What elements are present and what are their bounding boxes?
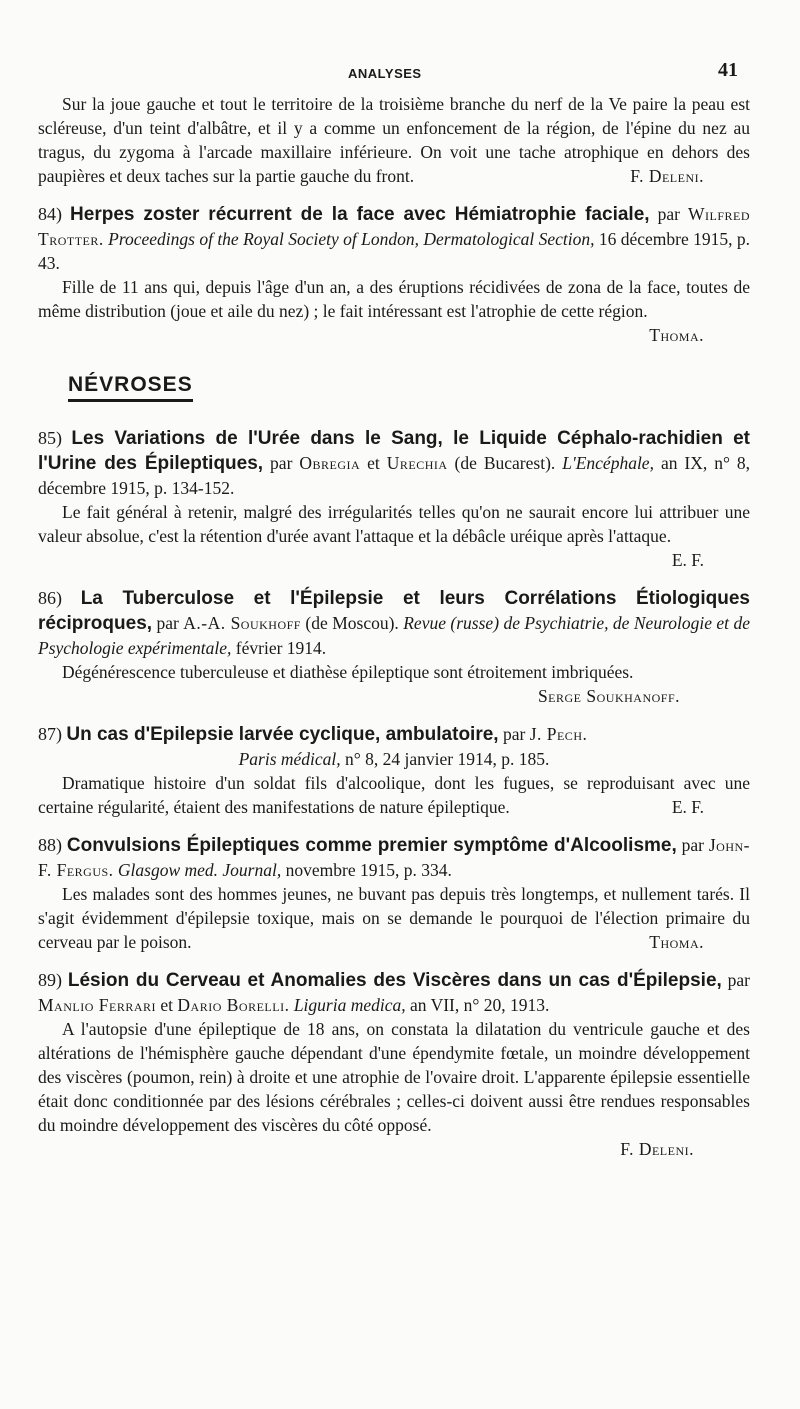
- entry-number: 89): [38, 970, 62, 990]
- entry-place: (de Bucarest).: [454, 453, 556, 473]
- entry-85: [38, 426, 750, 572]
- entry-and: et: [160, 995, 174, 1015]
- entry-author: J. Pech.: [529, 724, 588, 744]
- running-title: ANALYSES: [348, 66, 422, 81]
- entry-signature: Serge Soukhanoff.: [537, 686, 680, 706]
- entry-title: Herpes zoster récurrent de la face avec Hémiatrophie faciale,: [70, 204, 650, 225]
- entry-84-body: [38, 275, 750, 345]
- entry-signature: F. Deleni.: [620, 1139, 694, 1159]
- entry-date: 16 décembre 1915, p. 43.: [38, 229, 751, 273]
- entry-87: [38, 722, 750, 819]
- entry-87-body: [38, 771, 750, 819]
- entry-author: John-F. Fergus.: [38, 835, 751, 880]
- entry-by: par: [270, 453, 293, 473]
- entry-body: Fille de 11 ans qui, depuis l'âge d'un an, a des éruptions récidivées de zona de la face, toutes de même distribution (joue et aile du nez) ; le fait intéressant est l'atrophie de cette région.: [38, 277, 750, 321]
- entry-source: Glasgow med. Journal,: [117, 860, 282, 880]
- entry-body: Le fait général à retenir, malgré des irrégularités telles qu'on ne saurait encore lui attribuer une valeur absolue, c'est la rétention d'urée avant l'attaque et la débâcle uréique après l'attaque.: [38, 502, 750, 546]
- entry-author-1: Manlio Ferrari: [38, 995, 156, 1015]
- entry-signature: Thoma.: [649, 932, 704, 952]
- entry-88-body: [38, 882, 750, 954]
- entry-body: Dramatique histoire d'un soldat fils d'alcoolique, dont les fugues, se reproduisant avec une certaine régularité, étaient des manifestations de nature épileptique.: [38, 773, 750, 817]
- entry-and: et: [367, 453, 380, 473]
- entry-source: Paris médical,: [238, 749, 341, 769]
- entry-source: Liguria medica,: [293, 995, 406, 1015]
- entry-87-heading: [38, 722, 750, 747]
- entry-date: n° 8, 24 janvier 1914, p. 185.: [345, 749, 550, 769]
- entry-by: par: [156, 613, 179, 633]
- entry-author-2: Urechia: [386, 453, 448, 473]
- intro-paragraph: [38, 92, 750, 188]
- entry-signature: Thoma.: [649, 325, 704, 345]
- intro-text: Sur la joue gauche et tout le territoire de la troisième branche du nerf de la Ve paire la peau est scléreuse, d'un teint d'albâtre, et il y a comme un enfoncement de la région, de l'épine du nez au tragus, du zygoma à l'arcade maxillaire inférieure. On voit une tache atrophique en dehors des paupières et deux taches sur la partie gauche du front.: [38, 94, 750, 186]
- entry-84-heading: [38, 202, 750, 275]
- entry-89-body: A l'autopsie d'une épileptique de 18 ans, on constata la dilatation du ventricule gauche et des altérations de l'hémisphère gauche dépendant d'une épendymite fœtale, un moindre développement des viscères (poumon, rein) à droite et une atrophie de l'ovaire droit. L'apparente épilepsie essentielle était donc conditionnée par des lésions cérébrales ; celles-ci doivent aussi être rendues responsables du moindre développement des viscères du côté opposé.: [38, 1019, 750, 1135]
- entry-88-heading: [38, 833, 750, 882]
- entry-title: Convulsions Épileptiques comme premier symptôme d'Alcoolisme,: [66, 835, 677, 856]
- entry-number: 85): [38, 428, 62, 448]
- entry-date: an VII, n° 20, 1913.: [410, 995, 550, 1015]
- entry-date: an IX, n° 8, décembre 1915, p. 134-152.: [38, 453, 751, 498]
- entry-date: février 1914.: [235, 638, 327, 658]
- section-title: NÉVROSES: [68, 373, 193, 402]
- entry-source: Revue (russe) de Psychiatrie, de Neurologie et de Psychologie expérimentale,: [38, 613, 750, 658]
- entry-86-heading: [38, 586, 750, 660]
- entry-89-heading: [38, 968, 750, 1017]
- entry-title: Un cas d'Epilepsie larvée cyclique, ambulatoire,: [66, 724, 499, 745]
- entry-signature: E. F.: [671, 797, 704, 817]
- entry-signature: E. F.: [671, 550, 704, 570]
- entry-title: Lésion du Cerveau et Anomalies des Viscères dans un cas d'Épilepsie,: [67, 970, 722, 991]
- entry-number: 84): [38, 204, 62, 224]
- intro-signature: F. Deleni.: [630, 166, 704, 186]
- entry-author-2: Dario Borelli.: [177, 995, 290, 1015]
- entry-by: par: [727, 970, 751, 990]
- entry-title: La Tuberculose et l'Épilepsie et leurs Corrélations Étiologiques réciproques,: [38, 588, 750, 634]
- entry-85-heading: [38, 426, 750, 500]
- entry-86-body: Dégénérescence tuberculeuse et diathèse épileptique sont étroitement imbriquées.: [62, 662, 634, 682]
- entry-by: par: [502, 724, 526, 744]
- entry-84: [38, 202, 750, 347]
- running-header: [0, 60, 800, 84]
- entry-author: Wilfred Trotter.: [38, 204, 751, 249]
- entry-number: 87): [38, 724, 62, 744]
- page-body: [38, 92, 750, 1161]
- entry-author-1: Obregia: [299, 453, 361, 473]
- entry-87-citation: [38, 747, 750, 771]
- entry-title: Les Variations de l'Urée dans le Sang, le Liquide Céphalo-rachidien et l'Urine des Épileptiques,: [38, 428, 750, 474]
- page-number: 41: [718, 59, 738, 81]
- entry-86: [38, 586, 750, 708]
- entry-by: par: [681, 835, 704, 855]
- entry-by: par: [657, 204, 680, 224]
- entry-number: 86): [38, 588, 62, 608]
- entry-source: Proceedings of the Royal Society of London, Dermatological Section,: [108, 229, 595, 249]
- entry-place: (de Moscou).: [305, 613, 399, 633]
- entry-85-body: [38, 500, 750, 570]
- entry-body: Les malades sont des hommes jeunes, ne buvant pas depuis très longtemps, et nullement tarés. Il s'agit évidemment d'épilepsie toxique, mais on se demande le pourquoi de l'élection primaire du cerveau par le poison.: [38, 884, 750, 952]
- entry-number: 88): [38, 835, 62, 855]
- entry-author: A.-A. Soukhoff: [183, 613, 301, 633]
- entry-source: L'Encéphale,: [562, 453, 654, 473]
- entry-date: novembre 1915, p. 334.: [285, 860, 452, 880]
- entry-89: [38, 968, 750, 1161]
- entry-88: [38, 833, 750, 954]
